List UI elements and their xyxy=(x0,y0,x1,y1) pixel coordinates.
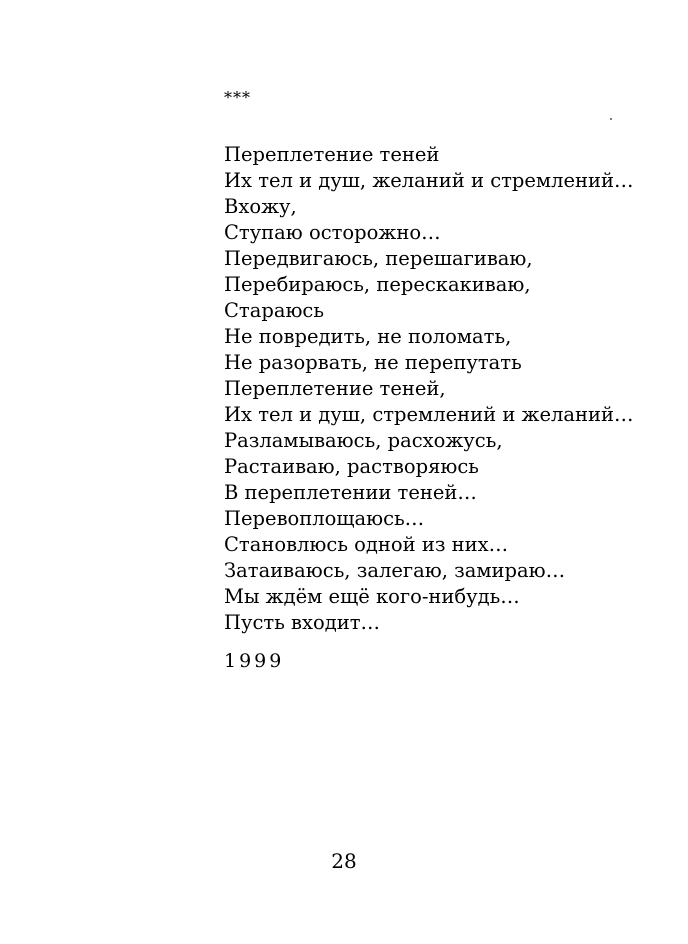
poem-line: Затаиваюсь, залегаю, замираю… xyxy=(224,559,566,582)
poem-line: Растаиваю, растворяюсь xyxy=(224,455,479,478)
page-number: 28 xyxy=(331,849,357,873)
poem-year: 1999 xyxy=(224,650,285,672)
poem-line: Перевоплощаюсь… xyxy=(224,507,425,530)
poem-line: Перебираюсь, перескакиваю, xyxy=(224,273,531,296)
poem-line: Стараюсь xyxy=(224,299,324,322)
section-separator: *** xyxy=(224,88,251,107)
poem-line: Передвигаюсь, перешагиваю, xyxy=(224,247,533,270)
print-speck xyxy=(610,118,612,120)
poem-line: Мы ждём ещё кого-нибудь… xyxy=(224,585,520,608)
poem-line: Ступаю осторожно… xyxy=(224,221,441,244)
poem-line: Не разорвать, не перепутать xyxy=(224,351,522,374)
poem-line: Становлюсь одной из них… xyxy=(224,533,509,556)
poem-line: Разламываюсь, расхожусь, xyxy=(224,429,503,452)
poem-line: Их тел и душ, желаний и стремлений… xyxy=(224,169,634,192)
poem-text xyxy=(224,142,634,636)
poem-line: Переплетение теней, xyxy=(224,377,446,400)
poem-line: Не повредить, не поломать, xyxy=(224,325,512,348)
poem-line: Их тел и душ, стремлений и желаний… xyxy=(224,403,634,426)
poem-line: Переплетение теней xyxy=(224,143,440,166)
poem-line: Пусть входит… xyxy=(224,611,381,634)
poem-line: Вхожу, xyxy=(224,195,297,218)
poem-line: В переплетении теней… xyxy=(224,481,477,504)
